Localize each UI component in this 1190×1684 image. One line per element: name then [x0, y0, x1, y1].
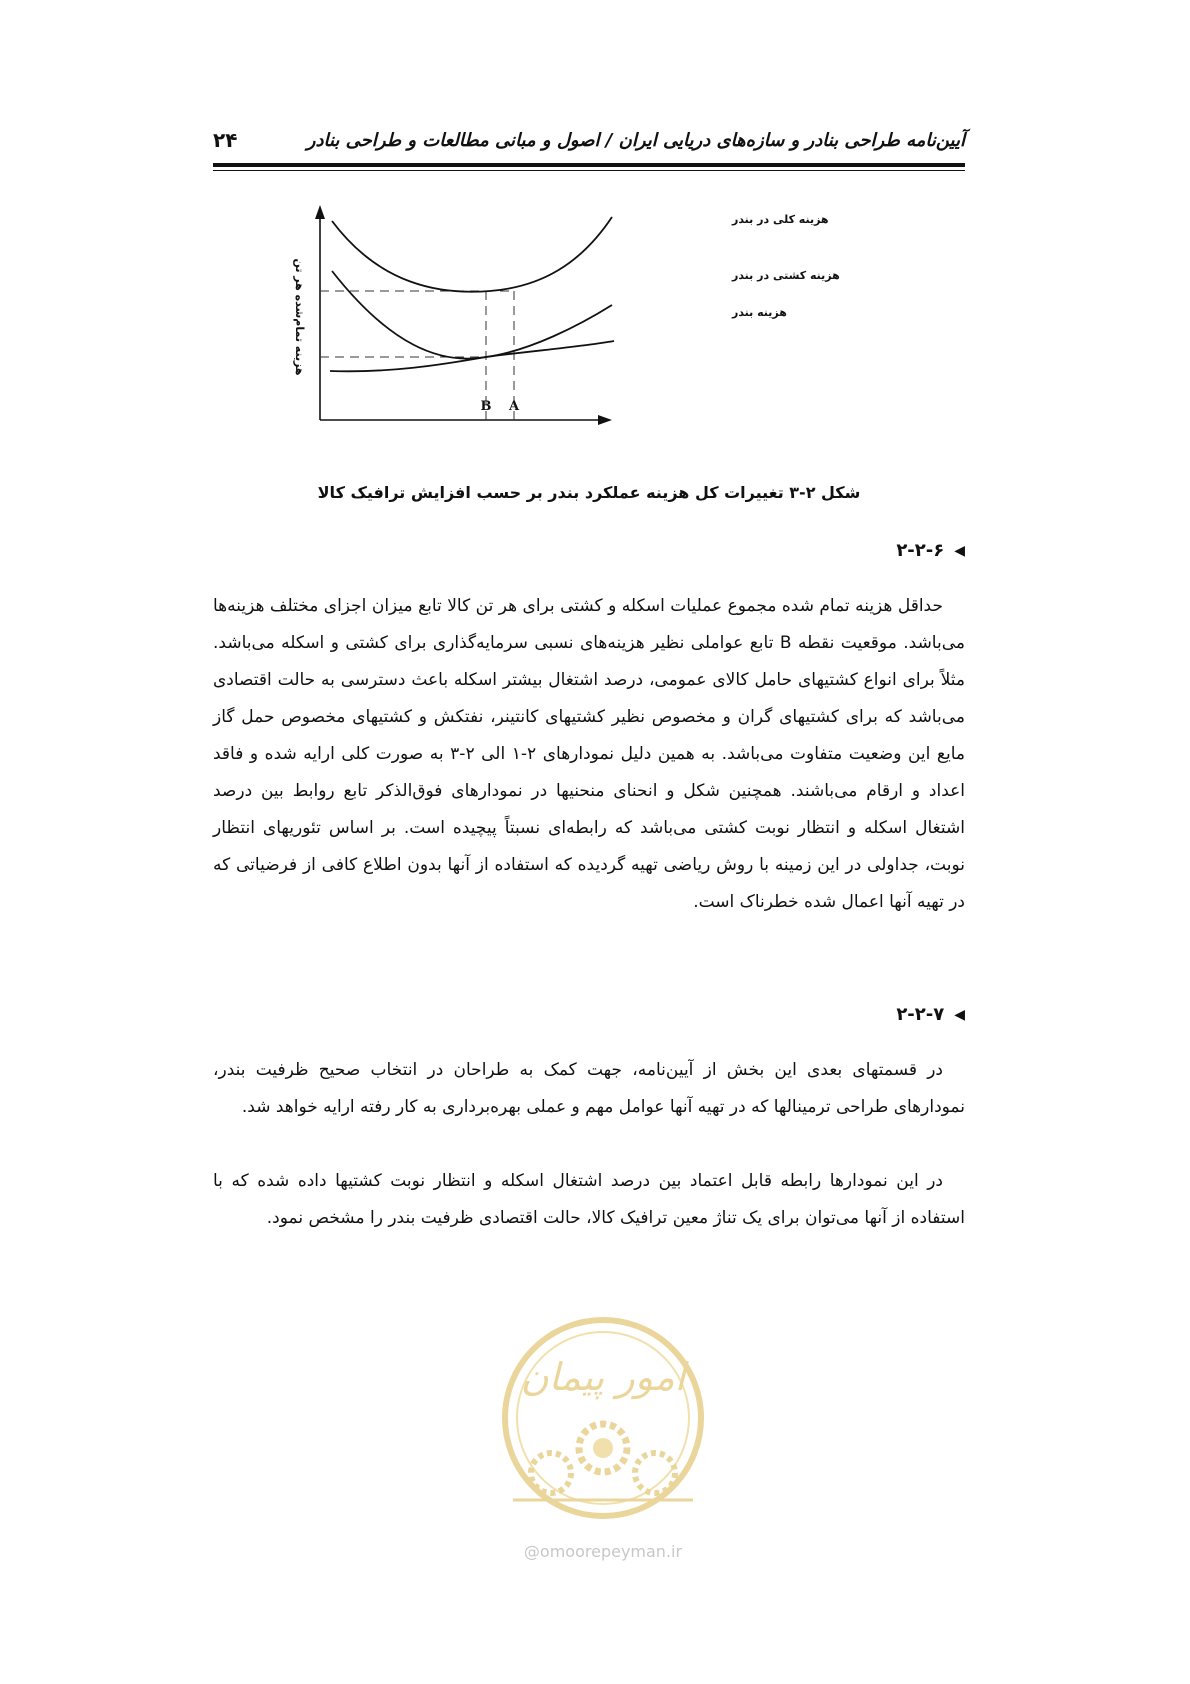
- triangle-bullet-icon: ◀: [954, 1006, 965, 1023]
- watermark-url: @omoorepeyman.ir: [523, 1542, 683, 1561]
- page-header: [213, 124, 965, 164]
- watermark: [493, 1308, 713, 1608]
- port-cost-label: هزینه بندر: [732, 306, 787, 319]
- cost-figure: [293, 205, 840, 475]
- section-heading-2: [896, 1004, 965, 1025]
- point-b-label: B: [480, 399, 492, 414]
- section-number: ۲-۲-۷: [896, 1004, 945, 1025]
- paragraph: در قسمتهای بعدی این بخش از آیین‌نامه، جهت کمک به طراحان در انتخاب صحیح ظرفیت بندر، نمودارهای طراحی ترمینالها که در تهیه آنها عوامل مهم و عملی بهره‌برداری به کار رفته ارایه خواهد شد.: [213, 1060, 965, 1117]
- cost-chart: [293, 205, 840, 475]
- ship-cost-label: هزینه کشتی در بندر: [732, 269, 840, 282]
- y-axis-arrow: [315, 205, 325, 219]
- x-axis-arrow: [598, 415, 612, 425]
- header-rule-thick: [213, 163, 965, 167]
- paragraph: در این نمودارها رابطه قابل اعتماد بین درصد اشتغال اسکله و انتظار نوبت کشتیها داده شده که با استفاده از آنها می‌توان برای یک تناژ معین ترافیک کالا، حالت اقتصادی ظرفیت بندر را مشخص نمود.: [213, 1171, 965, 1228]
- y-axis-label: هزینه تمام‌شده هر تن: [293, 258, 306, 376]
- total-cost-label: هزینه کلی در بندر: [732, 213, 829, 226]
- point-a-label: A: [508, 399, 520, 414]
- port-cost-curve: [330, 341, 614, 371]
- header-rule-thin: [213, 170, 965, 171]
- page-number: ۲۴: [213, 128, 238, 152]
- ship-cost-curve: [332, 271, 612, 359]
- watermark-logo-text: امور پیمان: [520, 1355, 686, 1399]
- total-cost-curve: [332, 217, 612, 292]
- triangle-bullet-icon: ◀: [954, 542, 965, 559]
- section-number: ۲-۲-۶: [896, 540, 945, 561]
- paragraph: حداقل هزینه تمام شده مجموع عملیات اسکله و کشتی برای هر تن کالا تابع میزان اجزای مختلف هزینه‌ها می‌باشد. موقعیت نقطه B تابع عواملی نظیر هزینه‌های نسبی سرمایه‌گذاری برای کشتی و اسکله می‌باشد. مثلاً برای انواع کشتیهای حامل کالای عمومی، درصد اشتغال بیشتر اسکله باعث دسترسی به حالت اقتصادی می‌باشد که برای کشتیهای گران و مخصوص نظیر کشتیهای کانتینر، نفتکش و کشتیهای مخصوص حمل گاز مایع این وضعیت متفاوت می‌باشد. به همین دلیل نمودارهای ۲-۱ الی ۲-۳ به صورت کلی ارایه شده و فاقد اعداد و ارقام می‌باشند. همچنین شکل و انحنای منحنیها در نمودارهای فوق‌الذکر تابع روابط بین درصد اشتغال اسکله و انتظار نوبت کشتی می‌باشد که رابطه‌ای نسبتاً پیچیده است. بر اساس تئوریهای انتظار نوبت، جداولی در این زمینه با روش ریاضی تهیه گردیده که استفاده از آنها بدون اطلاع کافی از فرضیاتی که در تهیه آنها اعمال شده خطرناک است.: [213, 596, 965, 912]
- running-title: آیین‌نامه طراحی بنادر و سازه‌های دریایی ایران / اصول و مبانی مطالعات و طراحی بنادر: [306, 130, 965, 151]
- watermark-logo: [493, 1308, 713, 1538]
- section-heading-1: [896, 540, 965, 561]
- figure-caption: شکل ۲-۳ تغییرات کل هزینه عملکرد بندر بر حسب افزایش ترافیک کالا: [317, 483, 861, 502]
